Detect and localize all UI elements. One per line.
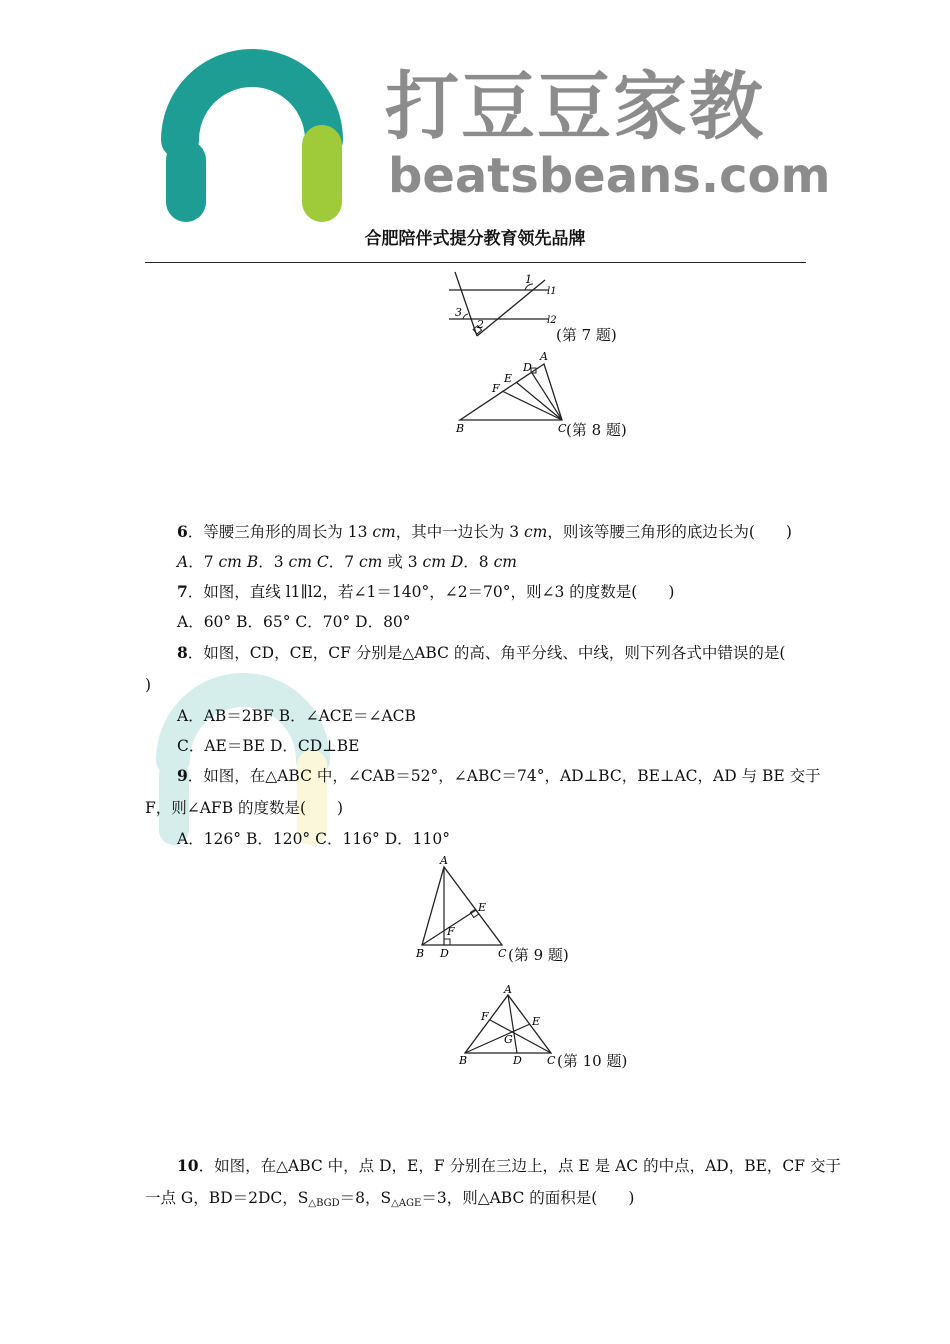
unit: cm (422, 553, 446, 571)
fig10-label-A: A (504, 983, 512, 996)
fig10-label-E: E (532, 1015, 541, 1028)
fig9-label-B: B (416, 947, 425, 960)
question-10-stem (145, 1155, 839, 1177)
question-9-stem (145, 765, 839, 787)
unit: cm (372, 523, 396, 541)
option-letter: D (445, 553, 464, 571)
text-part: ．7 (328, 553, 359, 571)
fig10-label-F: F (481, 1010, 489, 1023)
fig8-label-A: A (540, 350, 548, 363)
fig10-label-B: B (459, 1054, 468, 1067)
figure-9 (410, 853, 515, 967)
unit: cm (523, 523, 548, 541)
option-letter: A (177, 553, 189, 571)
fig7-label-2: 2 (477, 318, 484, 331)
figure-8 (452, 350, 577, 442)
question-7-stem (145, 581, 839, 603)
fig7-label-1: 1 (525, 273, 532, 286)
question-9-number: 9 (177, 766, 188, 785)
question-9-options: A．126° B．120° C．116° D．110° (177, 830, 450, 848)
question-10-stem-continued (145, 1187, 807, 1215)
brand-slogan: 合肥陪伴式提分教育领先品牌 (364, 229, 586, 249)
question-6-number: 6 (177, 522, 188, 541)
question-6-options (145, 551, 839, 573)
fig9-label-A: A (440, 854, 448, 867)
figure-7-caption: (第 7 题) (556, 326, 617, 344)
brand-name-chinese: 打豆豆家教 (385, 64, 765, 150)
fig10-label-C: C (547, 1054, 556, 1067)
unit: cm (288, 553, 312, 571)
fig8-label-E: E (504, 372, 513, 385)
fig8-label-D: D (523, 361, 532, 374)
question-10-number: 10 (177, 1156, 199, 1175)
question-8-stem-continued: ) (145, 676, 152, 694)
question-8-number: 8 (177, 643, 188, 662)
text-part: 或 3 (382, 553, 423, 571)
subscript-bgd: △BGD (308, 1198, 340, 1209)
brand-domain: beatsbeans.com (388, 148, 831, 204)
option-letter: C (311, 553, 329, 571)
fig7-label-l1: l1 (547, 286, 557, 297)
fig10-label-D: D (513, 1054, 522, 1067)
fig9-label-C: C (498, 947, 507, 960)
header-divider (145, 262, 806, 263)
fig9-label-D: D (440, 947, 449, 960)
subscript-age: △AGE (391, 1198, 422, 1209)
fig8-label-F: F (492, 382, 500, 395)
fig10-label-G: G (504, 1033, 513, 1046)
text-part: ．8 (463, 553, 494, 571)
question-8-options-1: A．AB＝2BF B．∠ACE＝∠ACB (177, 707, 416, 725)
fig9-label-F: F (447, 925, 455, 938)
question-10-text: ．如图，在△ABC 中，点 D，E，F 分别在三边上，点 E 是 AC 的中点，AD，BE，CF 交于 (198, 1157, 841, 1175)
fig7-label-3: 3 (455, 306, 462, 319)
unit: cm (493, 553, 517, 571)
text-part: ．等腰三角形的周长为 13 (187, 523, 373, 541)
question-9-text: ．如图，在△ABC 中，∠CAB＝52°，∠ABC＝74°，AD⊥BC，BE⊥AC，AD 与 BE 交于 (187, 767, 821, 785)
fig9-label-E: E (478, 901, 487, 914)
text-part: ，其中一边长为 3 (395, 523, 524, 541)
text-part: ，则该等腰三角形的底边长为( ) (547, 523, 792, 541)
figure-7 (445, 268, 560, 347)
unit: cm (218, 553, 242, 571)
unit: cm (359, 553, 383, 571)
figure-10-caption: (第 10 题) (557, 1052, 628, 1070)
text-part: ．7 (188, 553, 219, 571)
figure-9-caption: (第 9 题) (508, 946, 569, 964)
question-6-stem (145, 521, 839, 543)
text-part: ．3 (258, 553, 289, 571)
question-7-options: A．60° B．65° C．70° D．80° (177, 613, 411, 631)
fig7-label-l2: l2 (547, 315, 557, 326)
logo-icon (150, 25, 360, 235)
text-part: 一点 G，BD＝2DC，S (145, 1189, 309, 1207)
question-8-options-2: C．AE＝BE D．CD⊥BE (177, 737, 360, 755)
fig8-label-C: C (558, 422, 567, 435)
text-part: ＝3，则△ABC 的面积是( ) (421, 1189, 635, 1207)
figure-8-caption: (第 8 题) (566, 421, 627, 439)
question-8-stem (145, 642, 839, 664)
figure-10 (455, 983, 563, 1072)
text-part: ＝8，S (339, 1189, 392, 1207)
option-letter: B (241, 553, 259, 571)
question-7-number: 7 (177, 582, 188, 601)
question-9-stem-continued: F，则∠AFB 的度数是( ) (145, 799, 344, 817)
question-7-text: ．如图，直线 l1∥l2，若∠1＝140°，∠2＝70°，则∠3 的度数是( ) (187, 583, 675, 601)
fig8-label-B: B (456, 422, 465, 435)
question-8-text: ．如图，CD，CE，CF 分别是△ABC 的高、角平分线、中线，则下列各式中错误的是( (187, 644, 786, 662)
